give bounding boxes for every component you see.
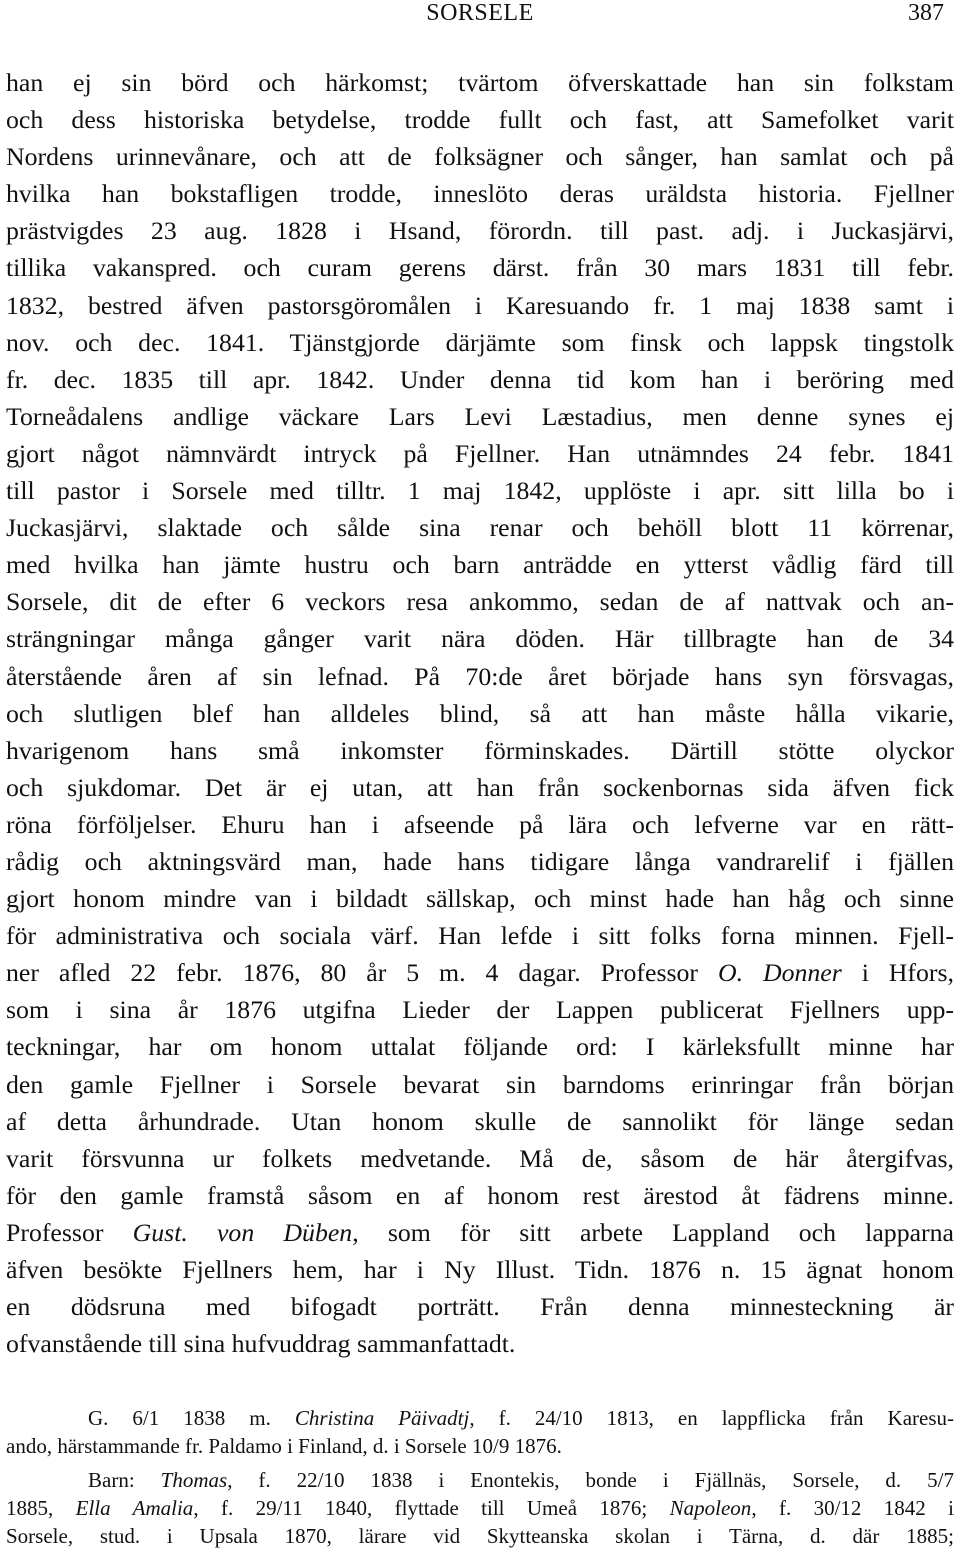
note-line — [6, 1466, 954, 1494]
page-number: 387 — [908, 0, 944, 26]
text-run: , som för sitt arbete Lappland och lapparna — [352, 1217, 954, 1247]
italic-name: Napoleon — [669, 1496, 752, 1520]
note-line — [6, 1494, 954, 1522]
text-line: och slutligen blef han alldeles blind, så att han måste hålla vikarie, — [6, 698, 954, 728]
text-line: och sjukdomar. Det är ej utan, att han från sockenbornas sida äfven fick — [6, 772, 954, 802]
text-line: han ej sin börd och härkomst; tvärtom öfverskattade han sin folkstam — [6, 68, 954, 97]
text-line: som i sina år 1876 utgifna Lieder der Lappen publicerat Fjellners upp- — [6, 995, 954, 1025]
text-line — [6, 1214, 954, 1251]
text-line: teckningar, har om honom uttalat följande ord: I kärleksfullt minne har — [6, 1032, 954, 1062]
text-run: , f. 22/10 1838 i Enontekis, bonde i Fjällnäs, Sorsele, d. 5/7 — [227, 1468, 955, 1492]
text-line: äfven besökte Fjellners hem, har i Ny Illust. Tidn. 1876 n. 15 ägnat honom — [6, 1255, 954, 1284]
text-line: Torneådalens andlige väckare Lars Levi Læstadius, men denne synes ej — [6, 401, 954, 431]
text-run: G. 6/1 1838 m. — [88, 1406, 295, 1430]
text-line: gjort honom mindre van i bildadt sällskap, och minst hade han håg och sinne — [6, 884, 954, 914]
italic-name: Thomas — [160, 1468, 228, 1492]
text-line: hvilka han bokstafligen trodde, inneslöto deras uräldsta historia. Fjellner — [6, 179, 954, 209]
text-line: hvarigenom hans små inkomster förminskades. Därtill stötte olyckor — [6, 735, 954, 765]
text-line: prästvigdes 23 aug. 1828 i Hsand, förordn. till past. adj. i Juckasjärvi, — [6, 216, 954, 246]
text-run: , f. 29/11 1840, flyttade till Umeå 1876; — [193, 1496, 670, 1520]
text-line: för administrativa och sociala värf. Han lefde i sitt folks forna minnen. Fjell- — [6, 921, 954, 951]
text-run: Barn: — [88, 1468, 161, 1492]
page-header — [0, 0, 960, 30]
text-line — [6, 954, 954, 991]
text-run: ner afled 22 febr. 1876, 80 år 5 m. 4 dagar. Professor — [6, 958, 718, 988]
text-line: 1832, bestred äfven pastorsgöromålen i Karesuando fr. 1 maj 1838 samt i — [6, 290, 954, 320]
text-run: i Hfors, — [841, 958, 955, 988]
text-line: återstående åren af sin lefnad. På 70:de året började hans syn försvagas, — [6, 661, 954, 691]
text-line: varit försvunna ur folkets medvetande. Må de, såsom de här återgifvas, — [6, 1143, 954, 1173]
marriage-note — [6, 1404, 954, 1460]
note-line: ando, härstammande fr. Paldamo i Finland, d. i Sorsele 10/9 1876. — [6, 1434, 562, 1458]
text-line: till pastor i Sorsele med tilltr. 1 maj 1842, upplöste i apr. sitt lilla bo i — [6, 476, 954, 506]
text-line: af detta århundrade. Utan honom skulle de sannolikt för länge sedan — [6, 1106, 954, 1136]
text-line: den gamle Fjellner i Sorsele bevarat sin barndoms erinringar från början — [6, 1069, 954, 1099]
text-run: , f. 24/10 1813, en lappflicka från Karesu- — [469, 1406, 954, 1430]
text-run: , f. 30/12 1842 i — [751, 1496, 955, 1520]
text-line: och dess historiska betydelse, trodde fullt och fast, att Samefolket varit — [6, 105, 954, 135]
text-line: med hvilka han jämte hustru och barn anträdde en ytterst vådlig färd till — [6, 550, 954, 580]
note-line: Sorsele, stud. i Upsala 1870, lärare vid Skytteanska skolan i Tärna, d. där 1885; — [6, 1524, 954, 1548]
text-run: Professor — [6, 1217, 133, 1247]
text-line: Nordens urinnevånare, och att de folksägner och sånger, han samlat och på — [6, 142, 954, 172]
children-note — [6, 1466, 954, 1550]
text-line: för den gamle framstå såsom en af honom rest ärestod åt fädrens minne. — [6, 1180, 954, 1210]
text-line: gjort något nämnvärdt intryck på Fjellner. Han utnämndes 24 febr. 1841 — [6, 438, 954, 468]
italic-name: Ella Amalia — [75, 1496, 194, 1520]
text-line: ofvanstående till sina hufvuddrag sammanfattadt. — [6, 1329, 516, 1359]
main-text — [6, 64, 954, 1362]
text-line: Juckasjärvi, slaktade och sålde sina renar och behöll blott 11 körrenar, — [6, 513, 954, 543]
text-run: 1885, — [6, 1496, 76, 1520]
italic-name: O. Donner — [717, 958, 842, 988]
running-head: SORSELE — [426, 0, 534, 26]
italic-name: Gust. von Düben — [132, 1217, 353, 1247]
text-line: strängningar många gånger varit nära döden. Här tillbragte han de 34 — [6, 624, 954, 654]
text-line: en dödsruna med bifogadt porträtt. Från denna minnesteckning är — [6, 1292, 954, 1322]
note-line — [6, 1404, 954, 1432]
italic-name: Christina Päivadtj — [294, 1406, 470, 1430]
text-line: fr. dec. 1835 till apr. 1842. Under denna tid kom han i beröring med — [6, 364, 954, 394]
text-line: röna förföljelser. Ehuru han i afseende på lära och lefverne var en rätt- — [6, 809, 954, 839]
text-line: nov. och dec. 1841. Tjänstgjorde därjämte som finsk och lappsk tingstolk — [6, 327, 954, 357]
text-line: rådig och aktningsvärd man, hade hans tidigare långa vandrarelif i fjällen — [6, 846, 954, 876]
text-line: tillika vakanspred. och curam gerens därst. från 30 mars 1831 till febr. — [6, 253, 954, 283]
text-line: Sorsele, dit de efter 6 veckors resa ankommo, sedan de af nattvak och an- — [6, 587, 954, 617]
